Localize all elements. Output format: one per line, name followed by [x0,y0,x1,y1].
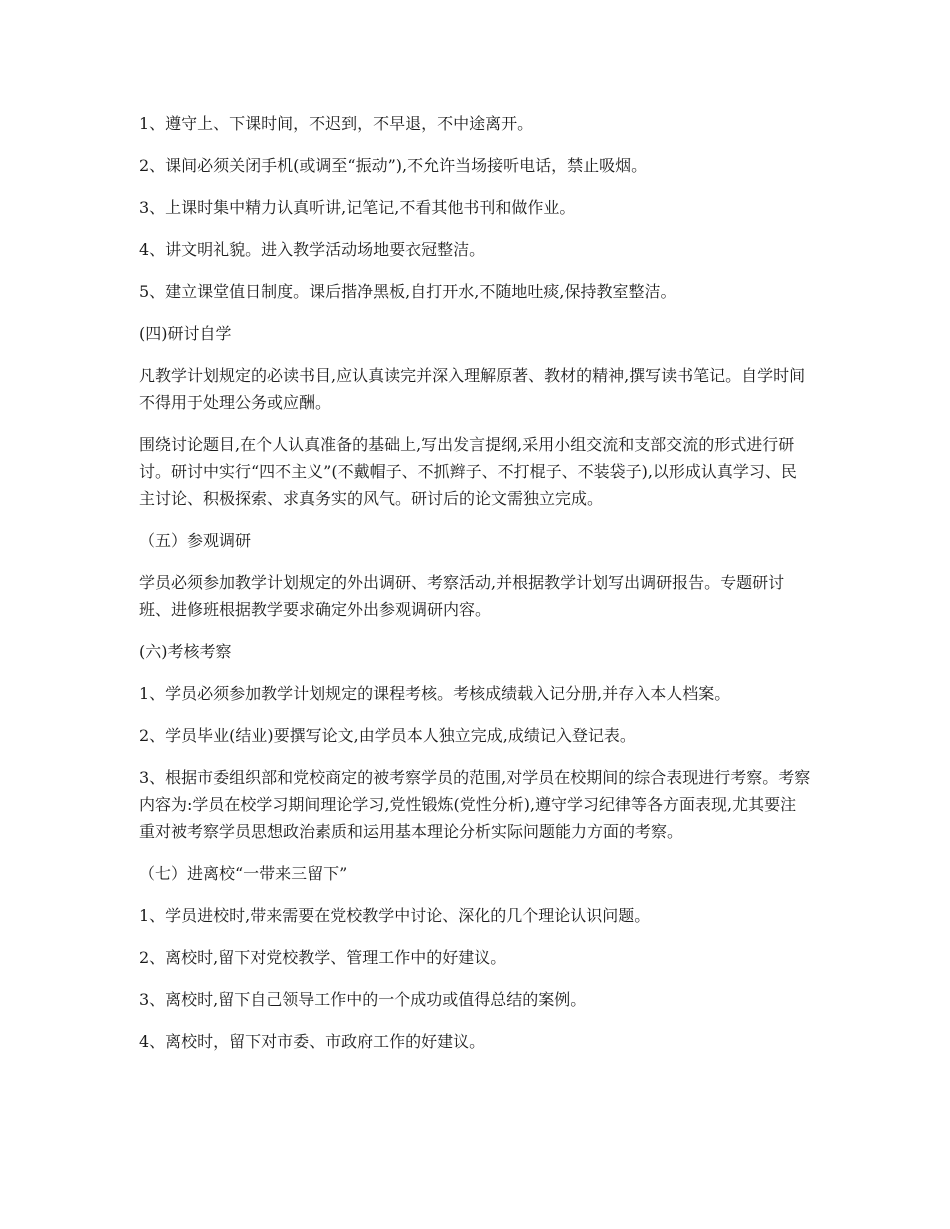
body-paragraph: 围绕讨论题目,在个人认真准备的基础上,写出发言提纲,采用小组交流和支部交流的形式进行研讨。研讨中实行“四不主义”(不戴帽子、不抓辫子、不打棍子、不装袋子),以形成认真学习、民主讨论、积极探索、求真务实的风气。研讨后的论文需独立完成。 [139,435,797,508]
rule-item-5: 5、建立课堂值日制度。课后揩净黑板,自打开水,不随地吐痰,保持教室整洁。 [139,282,677,301]
section-heading-4: (四)研讨自学 [139,324,232,343]
body-paragraph: 凡教学计划规定的必读书目,应认真读完并深入理解原著、教材的精神,撰写读书笔记。自学时间不得用于处理公务或应酬。 [139,366,806,412]
body-paragraph: 学员必须参加教学计划规定的外出调研、考察活动,并根据教学计划写出调研报告。专题研讨班、进修班根据教学要求确定外出参观调研内容。 [139,573,785,619]
section-heading-5: （五）参观调研 [139,531,252,550]
assessment-item-1: 1、学员必须参加教学计划规定的课程考核。考核成绩载入记分册,并存入本人档案。 [139,684,731,703]
school-item-4: 4、离校时，留下对市委、市政府工作的好建议。 [139,1032,486,1051]
assessment-item-2: 2、学员毕业(结业)要撰写论文,由学员本人独立完成,成绩记入登记表。 [139,726,636,745]
section-heading-7: （七）进离校“一带来三留下” [139,864,348,883]
rule-item-2: 2、课间必须关闭手机(或调至“振动”),不允许当场接听电话，禁止吸烟。 [139,156,648,175]
section-heading-6: (六)考核考察 [139,642,232,661]
school-item-2: 2、离校时,留下对党校教学、管理工作中的好建议。 [139,948,507,967]
school-item-1: 1、学员进校时,带来需要在党校教学中讨论、深化的几个理论认识问题。 [139,906,651,925]
school-item-3: 3、离校时,留下自己领导工作中的一个成功或值得总结的案例。 [139,990,587,1009]
rule-item-4: 4、讲文明礼貌。进入教学活动场地要衣冠整洁。 [139,240,486,259]
rule-item-1: 1、遵守上、下课时间，不迟到，不早退，不中途离开。 [139,114,534,133]
rule-item-3: 3、上课时集中精力认真听讲,记笔记,不看其他书刊和做作业。 [139,198,576,217]
assessment-item-3: 3、根据市委组织部和党校商定的被考察学员的范围,对学员在校期间的综合表现进行考察。考察内容为:学员在校学习期间理论学习,党性锻炼(党性分析),遵守学习纪律等各方面表现,尤其要注重对被考察学员思想政治素质和运用基本理论分析实际问题能力方面的考察。 [139,768,811,841]
